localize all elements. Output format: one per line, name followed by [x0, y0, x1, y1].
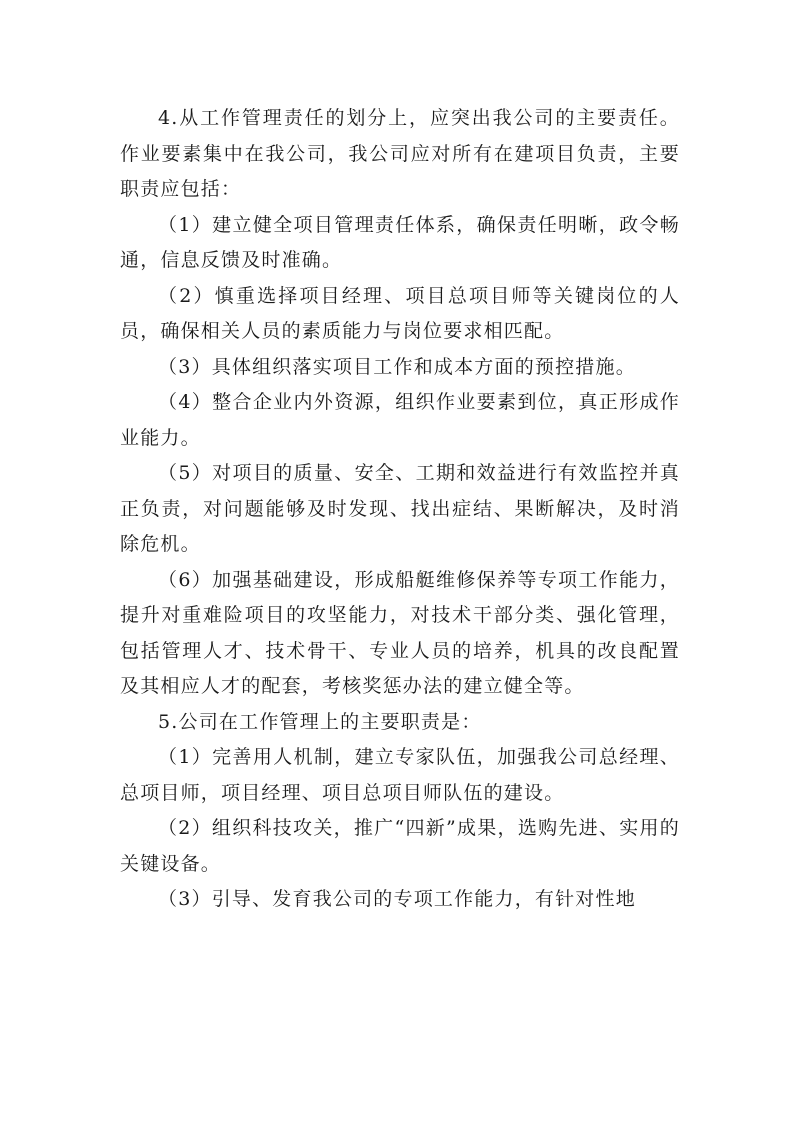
document-body: [120, 101, 680, 918]
paragraph-5-item-1: （1）完善用人机制，建立专家队伍，加强我公司总经理、总项目师，项目经理、项目总项目师队伍的建设。: [120, 746, 680, 804]
paragraph-5-item-2: （2）组织科技攻关，推广“四新”成果，选购先进、实用的关键设备。: [120, 817, 680, 875]
paragraph-4-item-6: （6）加强基础建设，形成船艇维修保养等专项工作能力，提升对重难险项目的攻坚能力，对技术干部分类、强化管理，包括管理人才、技术骨干、专业人员的培养，机具的改良配置及其相应人才的配套，考核奖惩办法的建立健全等。: [120, 568, 680, 697]
paragraph-4-company-responsibility: 4.从工作管理责任的划分上，应突出我公司的主要责任。作业要素集中在我公司，我公司应对所有在建项目负责，主要职责应包括：: [120, 107, 680, 200]
paragraph-5-item-3: （3）引导、发育我公司的专项工作能力，有针对性地: [158, 888, 636, 910]
paragraph-4-item-2: （2）慎重选择项目经理、项目总项目师等关键岗位的人员，确保相关人员的素质能力与岗位要求相匹配。: [120, 284, 680, 342]
paragraph-4-item-3: （3）具体组织落实项目工作和成本方面的预控措施。: [158, 355, 636, 378]
paragraph-4-item-4: （4）整合企业内外资源，组织作业要素到位，真正形成作业能力。: [120, 391, 680, 449]
paragraph-5-company-duties: 5.公司在工作管理上的主要职责是：: [158, 710, 482, 733]
paragraph-4-item-1: （1）建立健全项目管理责任体系，确保责任明晰，政令畅通，信息反馈及时准确。: [120, 213, 680, 271]
paragraph-4-item-5: （5）对项目的质量、安全、工期和效益进行有效监控并真正负责，对问题能够及时发现、找出症结、果断解决，及时消除危机。: [120, 462, 680, 555]
